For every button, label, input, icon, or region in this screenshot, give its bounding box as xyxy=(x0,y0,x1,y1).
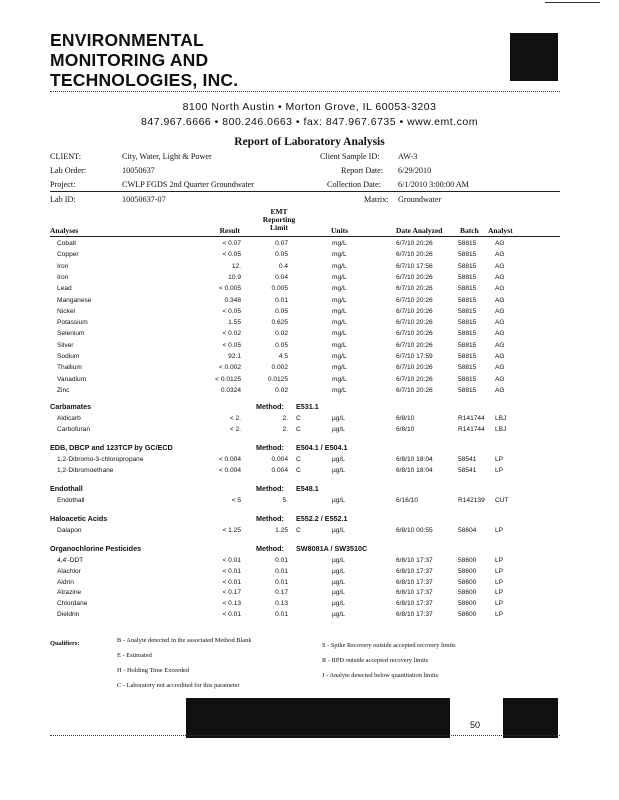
cell-date: 6/16/10 xyxy=(396,497,418,504)
cell-result: < 0.004 xyxy=(218,466,241,474)
cell-batch: 58600 xyxy=(458,567,477,575)
report-date-label: Report Date: xyxy=(341,166,384,175)
cell-analyst: AG xyxy=(495,341,505,349)
project-label: Project: xyxy=(50,180,76,189)
cell-date: 6/8/10 18:04 xyxy=(396,456,433,463)
cell-name: Aldrin xyxy=(57,578,74,586)
cell-date: 6/8/10 17:37 xyxy=(396,578,433,586)
cell-result: 1.55 xyxy=(228,319,241,327)
cell-units: µg/L xyxy=(332,567,345,575)
method-value: E548.1 xyxy=(296,484,319,493)
cell-units: µg/L xyxy=(332,415,345,422)
cell-name: 4,4'-DDT xyxy=(57,557,84,564)
collection-date-value: 6/1/2010 3:00:00 AM xyxy=(398,180,469,189)
cell-date: 6/7/10 20:26 xyxy=(396,375,433,383)
footer-redacted-box xyxy=(503,698,558,738)
cell-units: mg/L xyxy=(332,307,347,315)
company-name-line-3: TECHNOLOGIES, INC. xyxy=(50,70,239,90)
cell-result: < 0.005 xyxy=(218,285,241,293)
cell-limit: 0.004 xyxy=(271,466,288,474)
cell-result: < 0.02 xyxy=(222,330,241,338)
cell-analyst: AG xyxy=(495,285,505,293)
cell-limit: 4.5 xyxy=(278,353,288,360)
cell-limit: 0.07 xyxy=(275,240,288,247)
lab-order-label: Lab Order: xyxy=(50,166,87,175)
report-date-value: 6/29/2010 xyxy=(398,166,432,175)
cell-units: µg/L xyxy=(332,611,345,618)
cell-units: µg/L xyxy=(332,578,345,586)
cell-date: 6/7/10 17:56 xyxy=(396,262,433,270)
cell-analyst: AG xyxy=(495,386,505,394)
col-batch: Batch xyxy=(460,226,479,235)
cell-name: Dalapon xyxy=(57,527,82,534)
cell-result: < 0.05 xyxy=(222,307,241,315)
qualifiers-label: Qualifiers: xyxy=(50,640,80,647)
cell-date: 6/8/10 xyxy=(396,425,415,433)
header-rule xyxy=(50,91,560,92)
cell-limit: 0.01 xyxy=(275,567,288,575)
method-label: Method: xyxy=(256,514,284,523)
cell-analyst: AG xyxy=(495,353,505,360)
cell-name: Lead xyxy=(57,285,72,293)
section-title: Carbamates xyxy=(50,402,92,411)
cell-date: 6/8/10 xyxy=(396,415,415,422)
company-address: 8100 North Austin • Morton Grove, IL 60053-3203 xyxy=(182,101,437,113)
cell-units: µg/L xyxy=(332,600,345,608)
qualifier-e: E - Estimated xyxy=(117,652,152,659)
cell-batch: 58815 xyxy=(458,296,477,304)
company-name-line-2: MONITORING AND xyxy=(50,50,209,70)
cell-date: 6/8/10 18:04 xyxy=(396,466,433,474)
cell-limit: 0.005 xyxy=(271,285,288,293)
cell-limit: 0.05 xyxy=(275,251,288,259)
cell-analyst: LBJ xyxy=(495,425,507,433)
qualifier-h: H - Holding Time Exceeded xyxy=(117,667,190,674)
cell-date: 6/7/10 20:26 xyxy=(396,364,433,372)
cell-analyst: LP xyxy=(495,557,504,564)
method-label: Method: xyxy=(256,544,284,553)
collection-date-label: Collection Date: xyxy=(327,180,381,189)
cell-limit: 5. xyxy=(282,497,288,504)
page-number: 50 xyxy=(470,720,481,730)
cell-analyst: AG xyxy=(495,319,505,327)
cell-limit: 1.25 xyxy=(275,527,288,534)
cell-result: < 0.05 xyxy=(222,341,241,349)
matrix-label: Matrix: xyxy=(364,195,389,204)
method-label: Method: xyxy=(256,484,284,493)
cell-name: 1,2-Dibromoethane xyxy=(57,466,114,474)
cell-date: 6/7/10 20:26 xyxy=(396,307,433,315)
cell-analyst: AG xyxy=(495,240,505,247)
cell-name: Endothall xyxy=(57,497,85,504)
cell-batch: 58600 xyxy=(458,600,477,608)
cell-analyst: AG xyxy=(495,375,505,383)
cell-batch: 58541 xyxy=(458,466,477,474)
col-analyses: Analyses xyxy=(50,226,79,235)
header-divider xyxy=(50,191,560,192)
cell-name: Copper xyxy=(57,251,79,259)
col-emt-line-3: Limit xyxy=(270,223,288,232)
cell-units: mg/L xyxy=(332,375,347,383)
cell-limit: 0.002 xyxy=(271,364,288,372)
lab-id-value: 10050637-07 xyxy=(122,195,166,204)
col-emt-limit xyxy=(255,208,303,232)
method-label: Method: xyxy=(256,402,284,411)
cell-batch: 58815 xyxy=(458,285,477,293)
report-title: Report of Laboratory Analysis xyxy=(234,136,385,148)
lab-order-value: 10050637 xyxy=(122,166,155,175)
cell-result: < 0.17 xyxy=(222,589,241,597)
client-sample-label: Client Sample ID: xyxy=(320,152,380,161)
qualifier-j: J - Analyte detected below quantitation limits xyxy=(322,672,439,679)
client-label: CLIENT: xyxy=(50,152,81,161)
cell-analyst: LP xyxy=(495,466,504,474)
cell-units: mg/L xyxy=(332,273,347,281)
cell-limit: 0.17 xyxy=(275,589,288,597)
cell-units: mg/L xyxy=(332,330,347,338)
matrix-value: Groundwater xyxy=(398,195,442,204)
cell-analyst: LP xyxy=(495,611,504,618)
col-emt-line-2: Reporting xyxy=(262,215,296,224)
cell-units: mg/L xyxy=(332,285,347,293)
client-value: City, Water, Light & Power xyxy=(122,152,212,161)
cell-date: 6/7/10 20:26 xyxy=(396,330,433,338)
cell-date: 6/7/10 20:26 xyxy=(396,386,433,394)
cell-date: 6/7/10 20:26 xyxy=(396,273,433,281)
cell-units: mg/L xyxy=(332,353,347,360)
footer-rule xyxy=(50,735,560,736)
cell-result: < 0.002 xyxy=(218,364,241,372)
cell-result: 0.348 xyxy=(224,296,241,304)
cell-limit: 0.02 xyxy=(275,330,288,338)
cell-name: Selenium xyxy=(57,330,85,338)
cell-q: C xyxy=(296,527,301,534)
cell-name: Cobalt xyxy=(57,240,77,247)
cell-limit: 0.05 xyxy=(275,307,288,315)
cell-date: 6/7/10 17:59 xyxy=(396,353,433,360)
section-title: Haloacetic Acids xyxy=(50,514,108,523)
cell-result: 92.1 xyxy=(228,353,241,360)
project-value: CWLP FGDS 2nd Quarter Groundwater xyxy=(122,180,255,189)
cell-analyst: LP xyxy=(495,600,504,608)
cell-result: 12. xyxy=(231,262,241,270)
cell-limit: 0.004 xyxy=(271,456,288,463)
cell-name: Thallium xyxy=(57,364,82,372)
cell-q: C xyxy=(296,456,301,463)
cell-result: 0.0324 xyxy=(220,386,241,394)
cell-analyst: AG xyxy=(495,273,505,281)
cell-batch: 58815 xyxy=(458,251,477,259)
cell-result: 10.9 xyxy=(228,273,241,281)
cell-date: 6/7/10 20:26 xyxy=(396,341,433,349)
cell-name: Vanadium xyxy=(57,375,87,383)
col-date: Date Analyzed xyxy=(396,226,443,235)
method-value: E504.1 / E504.1 xyxy=(296,443,348,452)
cell-units: µg/L xyxy=(332,497,345,504)
cell-q: C xyxy=(296,466,301,474)
cell-units: µg/L xyxy=(332,425,345,433)
cell-name: Sodium xyxy=(57,353,80,360)
cell-date: 6/7/10 20:26 xyxy=(396,240,433,247)
cell-name: 1,2-Dibromo-3-chloropropane xyxy=(57,456,144,463)
cell-q: C xyxy=(296,425,301,433)
cell-batch: 58815 xyxy=(458,375,477,383)
cell-batch: 58600 xyxy=(458,557,477,564)
cell-date: 6/8/10 17:37 xyxy=(396,567,433,575)
cell-name: Atrazine xyxy=(57,589,82,597)
col-result: Result xyxy=(219,226,240,235)
company-contact: 847.967.6666 • 800.246.0663 • fax: 847.967.6735 • www.emt.com xyxy=(141,116,478,128)
company-name-line-1: ENVIRONMENTAL xyxy=(50,30,204,50)
method-value: E531.1 xyxy=(296,402,319,411)
cell-limit: 0.0125 xyxy=(267,375,288,383)
cell-name: Silver xyxy=(57,341,74,349)
cell-limit: 0.04 xyxy=(275,273,288,281)
cell-date: 6/7/10 20:26 xyxy=(396,285,433,293)
logo-redacted-block xyxy=(510,33,558,81)
cell-date: 6/8/10 00:55 xyxy=(396,527,433,534)
cell-batch: R142139 xyxy=(458,497,485,504)
cell-name: Dieldrin xyxy=(57,611,80,618)
cell-limit: 0.02 xyxy=(275,386,288,394)
cell-name: Potassium xyxy=(57,319,88,327)
cell-date: 6/8/10 17:37 xyxy=(396,589,433,597)
cell-units: µg/L xyxy=(332,466,345,474)
cell-name: Carbofuran xyxy=(57,425,90,433)
cell-result: < 1.25 xyxy=(222,527,241,534)
cell-analyst: LP xyxy=(495,456,504,463)
cell-units: µg/L xyxy=(332,456,345,463)
cell-result: < 0.13 xyxy=(222,600,241,608)
cell-batch: 58541 xyxy=(458,456,477,463)
cell-date: 6/7/10 20:26 xyxy=(396,251,433,259)
cell-batch: 58604 xyxy=(458,527,477,534)
cell-batch: 58815 xyxy=(458,364,477,372)
cell-units: mg/L xyxy=(332,364,347,372)
section-title: Endothall xyxy=(50,484,83,493)
cell-units: mg/L xyxy=(332,386,347,394)
cell-result: < 0.05 xyxy=(222,251,241,259)
cell-analyst: LP xyxy=(495,589,504,597)
col-analyst: Analyst xyxy=(488,226,513,235)
cell-result: < 0.01 xyxy=(222,557,241,564)
method-label: Method: xyxy=(256,443,284,452)
section-title: EDB, DBCP and 123TCP by GC/ECD xyxy=(50,443,173,452)
cell-result: < 0.004 xyxy=(218,456,241,463)
cell-q: C xyxy=(296,415,301,422)
cell-units: mg/L xyxy=(332,262,347,270)
cell-batch: R141744 xyxy=(458,425,485,433)
cell-batch: 58600 xyxy=(458,589,477,597)
cell-date: 6/7/10 20:26 xyxy=(396,296,433,304)
cell-units: mg/L xyxy=(332,341,347,349)
cell-batch: R141744 xyxy=(458,415,485,422)
cell-analyst: LBJ xyxy=(495,415,507,422)
cell-result: < 5 xyxy=(231,497,241,504)
cell-analyst: AG xyxy=(495,251,505,259)
cell-units: µg/L xyxy=(332,527,345,534)
cell-units: mg/L xyxy=(332,296,347,304)
cell-name: Iron xyxy=(57,273,69,281)
cell-batch: 58600 xyxy=(458,578,477,586)
col-emt-line-1: EMT xyxy=(270,207,288,216)
qualifier-b: B - Analyte detected in the associated Method Blank xyxy=(117,637,252,644)
cell-name: Alachlor xyxy=(57,567,81,575)
cell-limit: 2. xyxy=(282,415,288,422)
cell-limit: 2. xyxy=(282,425,288,433)
cell-limit: 0.625 xyxy=(271,319,288,327)
cell-analyst: LP xyxy=(495,567,504,575)
cell-result: < 2. xyxy=(229,415,241,422)
section-title: Organochlorine Pesticides xyxy=(50,544,142,553)
method-value: SW8081A / SW3510C xyxy=(296,544,368,553)
footer-redacted-bar xyxy=(186,698,450,738)
cell-result: < 0.07 xyxy=(222,240,241,247)
cell-name: Iron xyxy=(57,262,69,270)
method-value: E552.2 / E552.1 xyxy=(296,514,348,523)
cell-batch: 58600 xyxy=(458,611,477,618)
cell-limit: 0.01 xyxy=(275,578,288,586)
cell-analyst: LP xyxy=(495,578,504,586)
cell-name: Aldicarb xyxy=(57,415,81,422)
cell-units: mg/L xyxy=(332,251,347,259)
cell-units: mg/L xyxy=(332,240,347,247)
cell-batch: 58815 xyxy=(458,273,477,281)
qualifier-s: S - Spike Recovery outside accepted recovery limits xyxy=(322,642,456,649)
cell-date: 6/8/10 17:37 xyxy=(396,557,433,564)
cell-batch: 58815 xyxy=(458,386,477,394)
cell-batch: 58815 xyxy=(458,319,477,327)
cell-batch: 58815 xyxy=(458,353,477,360)
column-header-rule xyxy=(50,236,560,237)
cell-result: < 0.01 xyxy=(222,611,241,618)
cell-date: 6/8/10 17:37 xyxy=(396,611,433,618)
cell-analyst: AG xyxy=(495,330,505,338)
cell-analyst: AG xyxy=(495,296,505,304)
cell-name: Nickel xyxy=(57,307,75,315)
cell-analyst: CUT xyxy=(495,497,509,504)
cell-name: Chlordane xyxy=(57,600,88,608)
cell-units: µg/L xyxy=(332,589,345,597)
cell-limit: 0.01 xyxy=(275,557,288,564)
cell-date: 6/7/10 20:26 xyxy=(396,319,433,327)
qualifier-c: C - Laboratory not accredited for this parameter xyxy=(117,682,240,689)
company-name xyxy=(50,30,238,90)
col-units: Units xyxy=(331,226,349,235)
cell-limit: 0.01 xyxy=(275,611,288,618)
cell-units: mg/L xyxy=(332,319,347,327)
cell-result: < 2. xyxy=(229,425,241,433)
cell-batch: 58815 xyxy=(458,262,477,270)
cell-result: < 0.01 xyxy=(222,567,241,575)
cell-units: µg/L xyxy=(332,557,345,564)
cell-name: Manganese xyxy=(57,296,92,304)
qualifier-r: R - RPD outside accepted recovery limits xyxy=(322,657,429,664)
cell-limit: 0.05 xyxy=(275,341,288,349)
cell-analyst: LP xyxy=(495,527,504,534)
cell-analyst: AG xyxy=(495,364,505,372)
lab-id-label: Lab ID: xyxy=(50,195,76,204)
cell-batch: 58815 xyxy=(458,341,477,349)
cell-name: Zinc xyxy=(57,386,70,394)
client-sample-value: AW-3 xyxy=(398,152,418,161)
cell-limit: 0.4 xyxy=(278,262,288,270)
cell-analyst: AG xyxy=(495,262,505,270)
cell-limit: 0.13 xyxy=(275,600,288,608)
cell-limit: 0.01 xyxy=(275,296,288,304)
top-edge-line xyxy=(545,2,600,3)
cell-analyst: AG xyxy=(495,307,505,315)
cell-batch: 58815 xyxy=(458,330,477,338)
cell-batch: 58815 xyxy=(458,307,477,315)
cell-result: < 0.01 xyxy=(222,578,241,586)
cell-batch: 58815 xyxy=(458,240,477,247)
cell-result: < 0.0125 xyxy=(215,375,241,383)
cell-date: 6/8/10 17:37 xyxy=(396,600,433,608)
